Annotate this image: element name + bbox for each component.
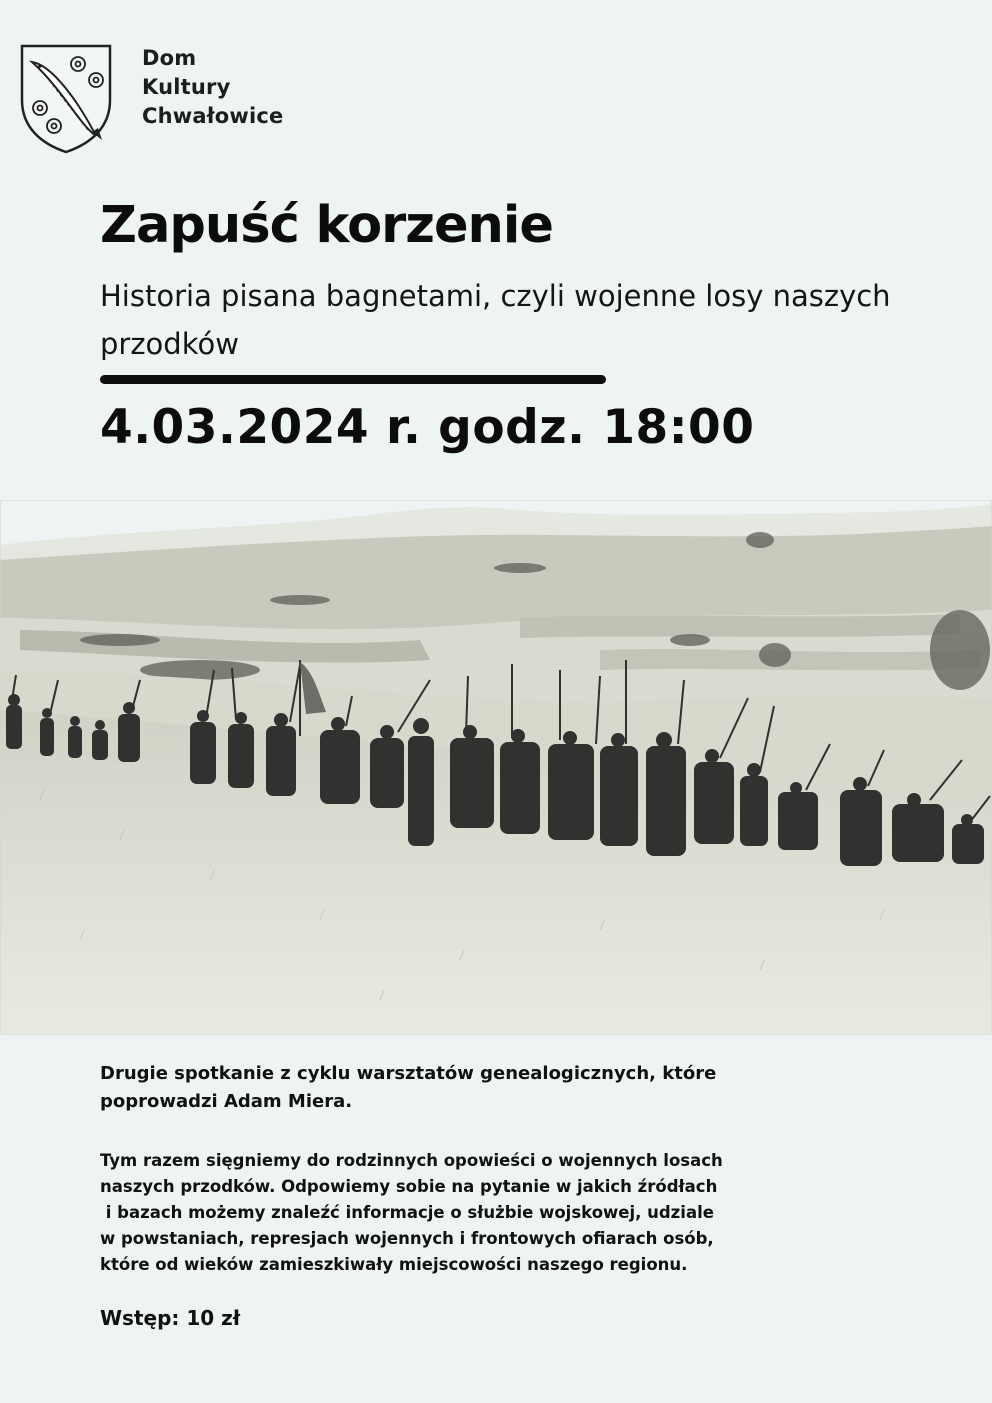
- event-datetime: 4.03.2024 r. godz. 18:00: [100, 400, 755, 455]
- description-lead-line: poprowadzi Adam Miera.: [100, 1091, 353, 1112]
- historic-photo: [0, 500, 992, 1035]
- organization-name-line-2: Kultury: [142, 75, 231, 99]
- description-body: [100, 1148, 900, 1278]
- crest-icon: [18, 42, 114, 154]
- organization-name: [142, 44, 283, 131]
- header: [18, 42, 283, 154]
- admission-price: Wstęp: 10 zł: [100, 1306, 241, 1330]
- description-body-line: i bazach możemy znaleźć informacje o służbie wojskowej, udziale: [100, 1203, 714, 1222]
- description-body-line: w powstaniach, represjach wojennych i frontowych ofiarach osób,: [100, 1229, 714, 1248]
- organization-name-line-3: Chwałowice: [142, 104, 284, 128]
- event-subtitle: Historia pisana bagnetami, czyli wojenne losy naszych przodków: [100, 279, 891, 361]
- organization-name-line-1: Dom: [142, 46, 197, 70]
- event-title: Zapuść korzenie: [100, 196, 553, 255]
- description-body-line: naszych przodków. Odpowiemy sobie na pytanie w jakich źródłach: [100, 1177, 718, 1196]
- description-lead-line: Drugie spotkanie z cyklu warsztatów genealogicznych, które: [100, 1063, 717, 1084]
- divider: [100, 375, 606, 384]
- description-body-line: Tym razem sięgniemy do rodzinnych opowieści o wojennych losach: [100, 1151, 723, 1170]
- description-lead: [100, 1060, 900, 1116]
- description-body-line: które od wieków zamieszkiwały miejscowości naszego regionu.: [100, 1255, 688, 1274]
